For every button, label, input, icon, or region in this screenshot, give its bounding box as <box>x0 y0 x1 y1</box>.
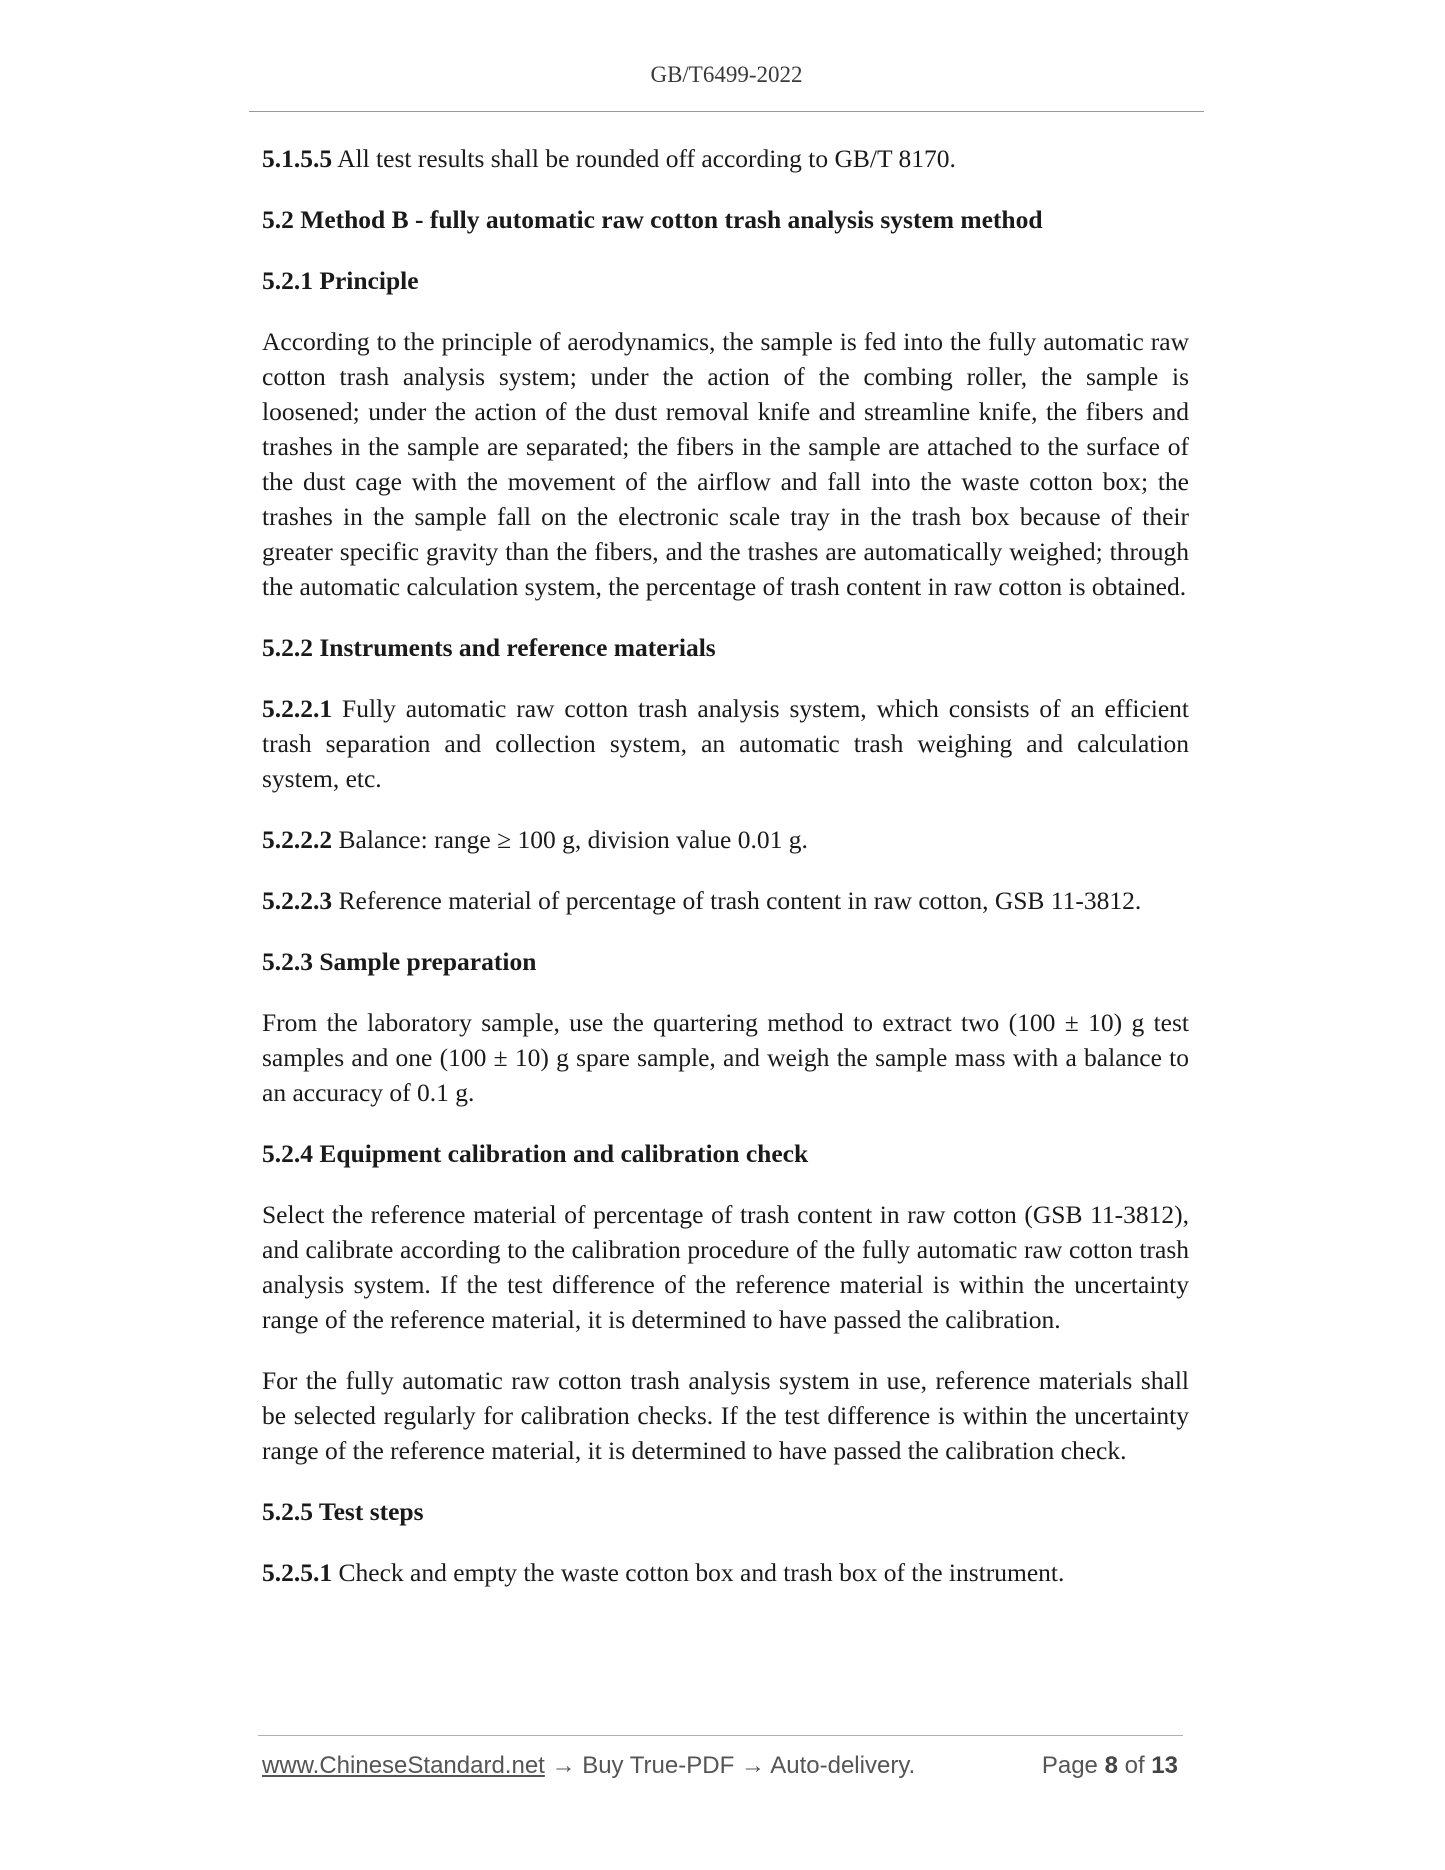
heading-5-2-1: 5.2.1 Principle <box>262 266 419 295</box>
clause-text: All test results shall be rounded off according to GB/T 8170. <box>337 144 956 173</box>
clause-number: 5.2.5.1 <box>262 1558 333 1587</box>
clause-number: 5.2.2.2 <box>262 825 333 854</box>
clause-text: Reference material of percentage of trash content in raw cotton, GSB 11-3812. <box>338 886 1142 915</box>
site-link[interactable]: www.ChineseStandard.net <box>262 1752 545 1779</box>
paragraph-sample-preparation: From the laboratory sample, use the quartering method to extract two (100 ± 10) g test samples and one (100 ± 10) g spare sample, and weigh the sample mass with a balance to an accuracy of 0.1 g. <box>262 1008 1189 1107</box>
clause-text: Check and empty the waste cotton box and trash box of the instrument. <box>338 1558 1065 1587</box>
clause-number: 5.2.2.3 <box>262 886 333 915</box>
page-label: Page <box>1041 1752 1098 1779</box>
auto-delivery-text: Auto-delivery. <box>770 1752 916 1779</box>
heading-5-2-5: 5.2.5 Test steps <box>262 1497 424 1526</box>
clause-number: 5.1.5.5 <box>262 144 333 173</box>
clause-text: Balance: range ≥ 100 g, division value 0.01 g. <box>338 825 808 854</box>
heading-5-2: 5.2 Method B - fully automatic raw cotton trash analysis system method <box>262 205 1043 234</box>
heading-5-2-2: 5.2.2 Instruments and reference materials <box>262 633 716 662</box>
buy-pdf-text: Buy True-PDF <box>582 1752 735 1779</box>
clause-5-2-2-3 <box>262 883 1189 918</box>
page-footer <box>262 1752 1182 1786</box>
paragraph-principle: According to the principle of aerodynamics, the sample is fed into the fully automatic raw cotton trash analysis system; under the action of the combing roller, the sample is loosened; under the action of the dust removal knife and streamline knife, the fibers and trashes in the sample are separated; the fibers in the sample are attached to the surface of the dust cage with the movement of the airflow and fall into the waste cotton box; the trashes in the sample fall on the electronic scale tray in the trash box because of their greater specific gravity than the fibers, and the trashes are automatically weighed; through the automatic calculation system, the percentage of trash content in raw cotton is obtained. <box>262 327 1189 601</box>
document-header: GB/T6499-2022 <box>650 62 803 87</box>
clause-5-2-5-1 <box>262 1555 1189 1590</box>
footer-promo <box>262 1752 915 1780</box>
header-divider <box>249 111 1204 112</box>
heading-5-2-4: 5.2.4 Equipment calibration and calibration check <box>262 1139 809 1168</box>
page-indicator <box>1042 1752 1178 1780</box>
footer-divider <box>258 1735 1183 1736</box>
clause-text: Fully automatic raw cotton trash analysis system, which consists of an efficient trash separation and collection system, an automatic trash weighing and calculation system, etc. <box>262 694 1190 793</box>
total-pages-number: 13 <box>1151 1752 1178 1779</box>
arrow-icon: → <box>740 1752 765 1779</box>
paragraph-calibration-check: For the fully automatic raw cotton trash analysis system in use, reference materials shall be selected regularly for calibration checks. If the test difference is within the uncertainty range of the reference material, it is determined to have passed the calibration check. <box>262 1366 1189 1465</box>
current-page-number: 8 <box>1104 1752 1118 1779</box>
clause-5-2-2-2 <box>262 822 1189 857</box>
paragraph-calibration: Select the reference material of percentage of trash content in raw cotton (GSB 11-3812), and calibrate according to the calibration procedure of the fully automatic raw cotton trash analysis system. If the test difference of the reference material is within the uncertainty range of the reference material, it is determined to have passed the calibration. <box>262 1200 1189 1334</box>
clause-number: 5.2.2.1 <box>262 694 333 723</box>
of-label: of <box>1124 1752 1145 1779</box>
arrow-icon: → <box>551 1752 576 1779</box>
clause-5-1-5-5 <box>262 141 1189 176</box>
clause-5-2-2-1 <box>262 691 1189 796</box>
heading-5-2-3: 5.2.3 Sample preparation <box>262 947 537 976</box>
document-body <box>262 141 1189 1616</box>
